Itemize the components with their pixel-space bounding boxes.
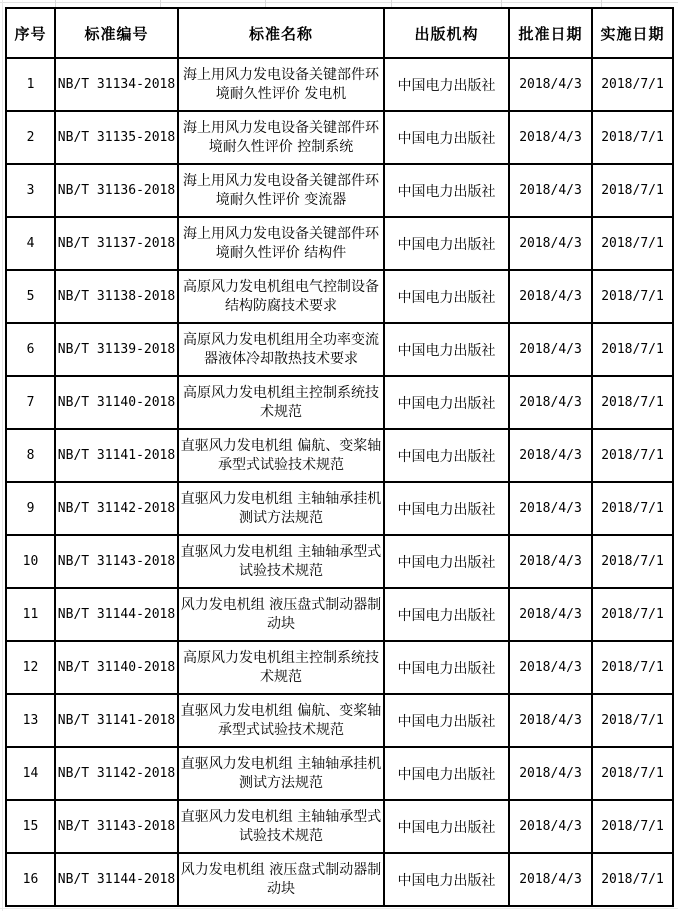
table-row [6,641,673,694]
table-row [6,164,673,217]
table-row [6,323,673,376]
cell-publisher: 中国电力出版社 [384,535,509,588]
cell-approval-date: 2018/4/3 [509,535,592,588]
cell-standard-code: NB/T 31142-2018 [55,482,178,535]
table-row [6,853,673,906]
cell-standard-name: 高原风力发电机组用全功率变流器液体冷却散热技术要求 [178,323,384,376]
cell-implementation-date: 2018/7/1 [592,853,673,906]
table-row [6,694,673,747]
cell-publisher: 中国电力出版社 [384,323,509,376]
cell-publisher: 中国电力出版社 [384,588,509,641]
table-row [6,58,673,111]
cell-implementation-date: 2018/7/1 [592,270,673,323]
cell-approval-date: 2018/4/3 [509,588,592,641]
cell-approval-date: 2018/4/3 [509,429,592,482]
cell-standard-name: 海上用风力发电设备关键部件环境耐久性评价 变流器 [178,164,384,217]
cell-publisher: 中国电力出版社 [384,376,509,429]
cell-seq-no: 5 [6,270,55,323]
cell-seq-no: 2 [6,111,55,164]
cell-seq-no: 10 [6,535,55,588]
cell-standard-code: NB/T 31135-2018 [55,111,178,164]
cell-implementation-date: 2018/7/1 [592,800,673,853]
cell-implementation-date: 2018/7/1 [592,482,673,535]
cell-seq-no: 8 [6,429,55,482]
cell-standard-code: NB/T 31143-2018 [55,800,178,853]
table-row [6,747,673,800]
table-row [6,535,673,588]
cell-standard-code: NB/T 31142-2018 [55,747,178,800]
header-standard-code: 标准编号 [55,8,178,58]
cell-implementation-date: 2018/7/1 [592,429,673,482]
cell-publisher: 中国电力出版社 [384,800,509,853]
spreadsheet-gridline-left [2,0,3,911]
table-body [6,58,673,906]
cell-implementation-date: 2018/7/1 [592,376,673,429]
cell-standard-code: NB/T 31137-2018 [55,217,178,270]
cell-standard-name: 直驱风力发电机组 偏航、变桨轴承型式试验技术规范 [178,429,384,482]
cell-seq-no: 7 [6,376,55,429]
cell-implementation-date: 2018/7/1 [592,747,673,800]
cell-implementation-date: 2018/7/1 [592,111,673,164]
cell-seq-no: 9 [6,482,55,535]
table-row [6,800,673,853]
cell-seq-no: 1 [6,58,55,111]
cell-approval-date: 2018/4/3 [509,376,592,429]
cell-standard-name: 直驱风力发电机组 主轴轴承挂机测试方法规范 [178,482,384,535]
cell-publisher: 中国电力出版社 [384,111,509,164]
cell-publisher: 中国电力出版社 [384,747,509,800]
cell-publisher: 中国电力出版社 [384,641,509,694]
cell-seq-no: 14 [6,747,55,800]
spreadsheet-gridline-bottom [0,908,678,909]
table-row [6,376,673,429]
table-row [6,429,673,482]
cell-approval-date: 2018/4/3 [509,270,592,323]
table-row [6,217,673,270]
cell-approval-date: 2018/4/3 [509,164,592,217]
cell-standard-code: NB/T 31139-2018 [55,323,178,376]
cell-implementation-date: 2018/7/1 [592,535,673,588]
standards-table [5,7,674,907]
cell-publisher: 中国电力出版社 [384,694,509,747]
header-implementation-date: 实施日期 [592,8,673,58]
header-seq-no: 序号 [6,8,55,58]
table-row [6,270,673,323]
cell-publisher: 中国电力出版社 [384,482,509,535]
cell-implementation-date: 2018/7/1 [592,323,673,376]
cell-implementation-date: 2018/7/1 [592,588,673,641]
cell-approval-date: 2018/4/3 [509,111,592,164]
header-publisher: 出版机构 [384,8,509,58]
cell-standard-code: NB/T 31143-2018 [55,535,178,588]
cell-publisher: 中国电力出版社 [384,58,509,111]
cell-standard-name: 海上用风力发电设备关键部件环境耐久性评价 发电机 [178,58,384,111]
cell-standard-code: NB/T 31144-2018 [55,588,178,641]
cell-seq-no: 12 [6,641,55,694]
cell-implementation-date: 2018/7/1 [592,694,673,747]
cell-implementation-date: 2018/7/1 [592,641,673,694]
cell-seq-no: 16 [6,853,55,906]
cell-seq-no: 15 [6,800,55,853]
table-row [6,482,673,535]
cell-standard-name: 海上用风力发电设备关键部件环境耐久性评价 结构件 [178,217,384,270]
cell-publisher: 中国电力出版社 [384,429,509,482]
cell-implementation-date: 2018/7/1 [592,164,673,217]
cell-seq-no: 3 [6,164,55,217]
cell-approval-date: 2018/4/3 [509,800,592,853]
cell-seq-no: 13 [6,694,55,747]
cell-standard-code: NB/T 31140-2018 [55,376,178,429]
cell-approval-date: 2018/4/3 [509,747,592,800]
cell-standard-name: 直驱风力发电机组 偏航、变桨轴承型式试验技术规范 [178,694,384,747]
header-standard-name: 标准名称 [178,8,384,58]
cell-standard-name: 高原风力发电机组电气控制设备结构防腐技术要求 [178,270,384,323]
cell-publisher: 中国电力出版社 [384,270,509,323]
cell-approval-date: 2018/4/3 [509,641,592,694]
header-row [6,8,673,58]
cell-standard-name: 风力发电机组 液压盘式制动器制动块 [178,853,384,906]
cell-standard-name: 高原风力发电机组主控制系统技术规范 [178,376,384,429]
spreadsheet-gridline-top [0,2,678,3]
cell-approval-date: 2018/4/3 [509,694,592,747]
cell-standard-code: NB/T 31138-2018 [55,270,178,323]
cell-standard-code: NB/T 31134-2018 [55,58,178,111]
cell-seq-no: 6 [6,323,55,376]
cell-implementation-date: 2018/7/1 [592,58,673,111]
header-approval-date: 批准日期 [509,8,592,58]
cell-approval-date: 2018/4/3 [509,482,592,535]
cell-standard-name: 海上用风力发电设备关键部件环境耐久性评价 控制系统 [178,111,384,164]
cell-publisher: 中国电力出版社 [384,217,509,270]
table-row [6,111,673,164]
cell-standard-code: NB/T 31140-2018 [55,641,178,694]
cell-approval-date: 2018/4/3 [509,323,592,376]
cell-publisher: 中国电力出版社 [384,164,509,217]
cell-standard-name: 风力发电机组 液压盘式制动器制动块 [178,588,384,641]
cell-standard-code: NB/T 31136-2018 [55,164,178,217]
cell-implementation-date: 2018/7/1 [592,217,673,270]
cell-publisher: 中国电力出版社 [384,853,509,906]
cell-seq-no: 11 [6,588,55,641]
cell-standard-code: NB/T 31141-2018 [55,694,178,747]
cell-standard-name: 直驱风力发电机组 主轴轴承型式试验技术规范 [178,535,384,588]
cell-standard-code: NB/T 31144-2018 [55,853,178,906]
cell-standard-name: 直驱风力发电机组 主轴轴承挂机测试方法规范 [178,747,384,800]
cell-standard-name: 高原风力发电机组主控制系统技术规范 [178,641,384,694]
cell-approval-date: 2018/4/3 [509,853,592,906]
cell-seq-no: 4 [6,217,55,270]
cell-standard-code: NB/T 31141-2018 [55,429,178,482]
table-row [6,588,673,641]
cell-standard-name: 直驱风力发电机组 主轴轴承型式试验技术规范 [178,800,384,853]
cell-approval-date: 2018/4/3 [509,58,592,111]
cell-approval-date: 2018/4/3 [509,217,592,270]
